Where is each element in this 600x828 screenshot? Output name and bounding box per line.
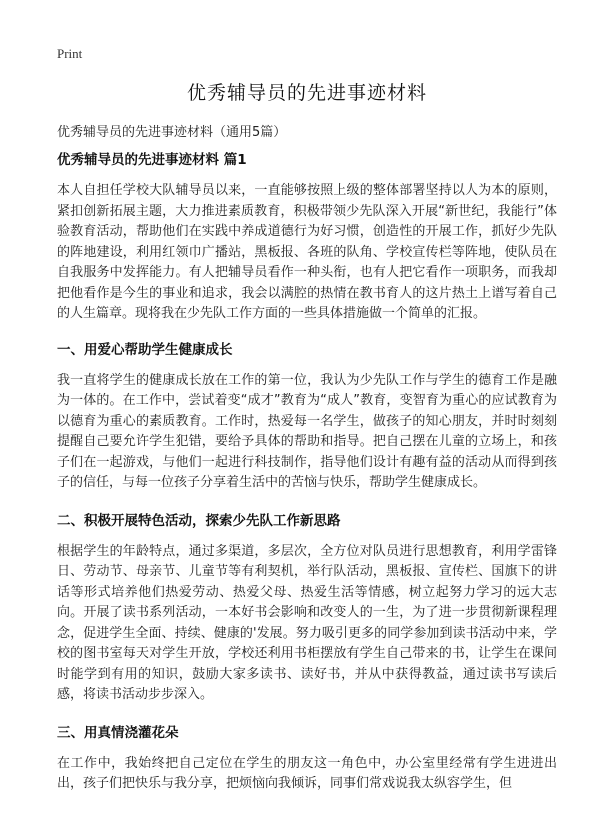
- section-heading-2: 二、积极开展特色活动，探索少先队工作新思路: [57, 512, 341, 529]
- section-paragraph-2: 根据学生的年龄特点，通过多渠道，多层次，全方位对队员进行思想教育，利用学雷锋日、劳动节、母亲节、儿童节等有利契机，举行队活动，黑板报、宣传栏、国旗下的讲话等形式培养他们热爱劳动、热爱父母、热爱生活等情感，树立起努力学习的远大志向。开展了读书系列活动，一本好书会影响和改变人的一生，为了进一步贯彻新课程理念，促进学生全面、持续、健康的'发展。努力吸引更多的同学参加到读书活动中来，学校的图书室每天对学生开放，学校还利用书柜摆放有学生自己带来的书，让学生在课间时能学到有用的知识，鼓励大家多读书、读好书，并从中获得教益，通过读书写读后感，将读书活动步步深入。: [57, 543, 557, 702]
- article-body: [57, 151, 557, 795]
- article-heading: 优秀辅导员的先进事迹材料 篇1: [57, 152, 247, 168]
- section-heading-3: 三、用真情浇灌花朵: [57, 724, 179, 741]
- document-title: 优秀辅导员的先进事迹材料: [186, 82, 427, 104]
- section-paragraph-1: 我一直将学生的健康成长放在工作的第一位，我认为少先队工作与学生的德育工作是融为一体的。在工作中，尝试着变“成才”教育为“成人”教育，变智育为重心的应试教育为以德育为重心的素质教育。工作时，热爱每一名学生，做孩子的知心朋友，并时时刻刻提醒自己要允许学生犯错，要给予具体的帮助和指导。把自己摆在儿童的立场上，和孩子们在一起游戏，与他们一起进行科技制作，指导他们设计有趣有益的活动从而得到孩子的信任，与每一位孩子分享着生活中的苦恼与快乐，帮助学生健康成长。: [57, 372, 557, 490]
- print-link[interactable]: Print: [57, 46, 83, 61]
- section-heading-1: 一、用爱心帮助学生健康成长: [57, 341, 233, 358]
- document-subtitle: 优秀辅导员的先进事迹材料（通用5篇）: [57, 125, 287, 140]
- section-paragraph-3: 在工作中，我始终把自己定位在学生的朋友这一角色中，办公室里经常有学生进进出出，孩子们把快乐与我分享，把烦恼向我倾诉，同事们常戏说我太纵容学生，但: [57, 755, 557, 791]
- intro-paragraph: 本人自担任学校大队辅导员以来，一直能够按照上级的整体部署坚持以人为本的原则，紧扣创新拓展主题，大力推进素质教育，积极带领少先队深入开展“新世纪，我能行”体验教育活动，帮助他们在实践中养成道德行为好习惯，创造性的开展工作，抓好少先队的阵地建设，利用红领巾广播站，黑板报、各班的队角、学校宣传栏等阵地，使队员在自我服务中发挥能力。有人把辅导员看作一种头衔，也有人把它看作一项职务，而我却把他看作是今生的事业和追求，我会以满腔的热情在教书育人的这片热土上谱写着自己的人生篇章。现将我在少先队工作方面的一些具体措施做一个简单的汇报。: [57, 183, 557, 321]
